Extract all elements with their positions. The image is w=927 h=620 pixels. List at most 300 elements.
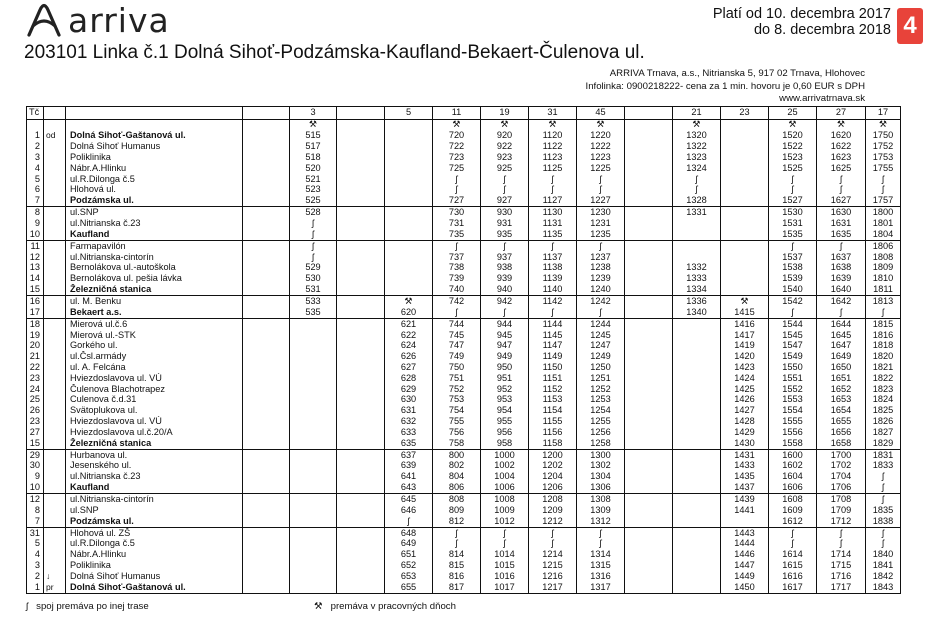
departure-time: 1653 — [817, 395, 866, 406]
stop-tariff-zone: 7 — [27, 195, 44, 206]
departure-time — [625, 184, 673, 195]
departure-time — [243, 284, 290, 295]
departure-time — [673, 340, 721, 351]
departure-time: 1604 — [769, 471, 817, 482]
connection-number: 31 — [529, 107, 577, 120]
stop-name-cell — [66, 582, 243, 594]
stop-row — [27, 351, 901, 362]
stop-name: Hviezdoslavova ul.č.20/A — [70, 426, 173, 437]
departure-time: 1820 — [866, 351, 901, 362]
departure-time: 1608 — [769, 494, 817, 505]
departure-time — [290, 494, 337, 505]
departure-time — [243, 471, 290, 482]
departure-time: 1300 — [577, 449, 625, 460]
departure-time — [673, 527, 721, 538]
stop-row — [27, 207, 901, 218]
connection-number: 5 — [385, 107, 433, 120]
departure-time: 517 — [290, 141, 337, 152]
stop-name: Hurbanova ul. — [70, 449, 128, 460]
departure-time: 649 — [385, 539, 433, 550]
departure-time: 1755 — [866, 163, 901, 174]
stop-row — [27, 252, 901, 263]
connection-number: 19 — [481, 107, 529, 120]
direction-mark — [44, 318, 66, 329]
departure-time: 1622 — [817, 141, 866, 152]
departure-time — [625, 516, 673, 527]
stop-name-cell — [66, 195, 243, 206]
stop-row — [27, 318, 901, 329]
departure-time: 1428 — [721, 416, 769, 427]
departure-time: 1600 — [769, 449, 817, 460]
departure-time: 1647 — [817, 340, 866, 351]
stop-row — [27, 427, 901, 438]
departure-time: 1142 — [529, 295, 577, 306]
departure-time: 755 — [433, 416, 481, 427]
departure-time: 530 — [290, 273, 337, 284]
departure-time: 1425 — [721, 384, 769, 395]
stop-name: Železničná stanica — [70, 284, 152, 295]
departure-time — [243, 384, 290, 395]
stop-row — [27, 505, 901, 516]
departure-time — [243, 295, 290, 306]
stop-tariff-zone: 18 — [27, 318, 44, 329]
departure-time — [337, 582, 385, 594]
stop-row — [27, 130, 901, 141]
stop-name: Poliklinika — [70, 560, 111, 571]
departure-time: 953 — [481, 395, 529, 406]
departure-time: 731 — [433, 218, 481, 229]
departure-time: 930 — [481, 207, 529, 218]
departure-time: 1140 — [529, 284, 577, 295]
departure-time: 739 — [433, 273, 481, 284]
departure-time: 529 — [290, 262, 337, 273]
departure-time — [625, 340, 673, 351]
departure-time: ʃ — [817, 307, 866, 318]
departure-time: 1150 — [529, 362, 577, 373]
departure-time — [673, 560, 721, 571]
departure-time — [673, 318, 721, 329]
stop-name-cell — [66, 373, 243, 384]
departure-time — [290, 416, 337, 427]
departure-time: 951 — [481, 373, 529, 384]
departure-time: 1558 — [769, 438, 817, 449]
stop-row — [27, 229, 901, 240]
tc-header: Tč — [27, 107, 44, 120]
stop-name: Čulenova Blachotrapez — [70, 383, 165, 394]
departure-time: 1416 — [721, 318, 769, 329]
departure-time — [337, 184, 385, 195]
departure-time: 1540 — [769, 284, 817, 295]
departure-time: ʃ — [481, 184, 529, 195]
departure-time — [673, 427, 721, 438]
departure-time: 535 — [290, 307, 337, 318]
departure-time: 931 — [481, 218, 529, 229]
departure-time: 635 — [385, 438, 433, 449]
departure-time — [337, 571, 385, 582]
departure-time: 1430 — [721, 438, 769, 449]
departure-time — [243, 438, 290, 449]
validity-period — [713, 6, 891, 38]
stop-name: Mierová ul.-STK — [70, 329, 136, 340]
departure-time: 1427 — [721, 405, 769, 416]
departure-time: 1151 — [529, 373, 577, 384]
departure-time: 1158 — [529, 438, 577, 449]
departure-time: 1545 — [769, 330, 817, 341]
stop-name: ul.Nitrianska č.23 — [70, 218, 141, 228]
stop-name-cell — [66, 384, 243, 395]
departure-time — [673, 449, 721, 460]
direction-mark — [44, 152, 66, 163]
departure-time: 942 — [481, 295, 529, 306]
departure-time: 1757 — [866, 195, 901, 206]
direction-mark — [44, 295, 66, 306]
departure-time: 531 — [290, 284, 337, 295]
departure-time: 920 — [481, 130, 529, 141]
departure-time: 1708 — [817, 494, 866, 505]
stop-name: Dolná Sihoť Humanus — [70, 570, 161, 581]
departure-time — [290, 427, 337, 438]
direction-mark — [44, 427, 66, 438]
mark-header — [44, 107, 66, 120]
departure-time — [721, 141, 769, 152]
departure-time: 1539 — [769, 273, 817, 284]
departure-time — [243, 449, 290, 460]
stop-tariff-zone: 1 — [27, 130, 44, 141]
departure-time: 1252 — [577, 384, 625, 395]
departure-time: 1417 — [721, 330, 769, 341]
stop-name: ul. A. Felcána — [70, 362, 126, 372]
departure-time: 754 — [433, 405, 481, 416]
departure-time — [385, 240, 433, 251]
departure-time: 1712 — [817, 516, 866, 527]
departure-time: 518 — [290, 152, 337, 163]
departure-time: 1125 — [529, 163, 577, 174]
departure-time — [243, 330, 290, 341]
stop-name-cell — [66, 262, 243, 273]
departure-time — [243, 207, 290, 218]
workday-text: premáva v pracovných dňoch — [330, 601, 456, 612]
departure-time: 1714 — [817, 549, 866, 560]
departure-time — [337, 340, 385, 351]
departure-time: 742 — [433, 295, 481, 306]
departure-time: 817 — [433, 582, 481, 594]
departure-time — [290, 527, 337, 538]
departure-time: ʃ — [866, 184, 901, 195]
stop-tariff-zone: 21 — [27, 351, 44, 362]
departure-time — [673, 505, 721, 516]
stop-row — [27, 539, 901, 550]
departure-time: 1615 — [769, 560, 817, 571]
departure-time — [673, 482, 721, 493]
connection-number: 45 — [577, 107, 625, 120]
departure-time — [337, 163, 385, 174]
departure-time — [243, 362, 290, 373]
stop-tariff-zone: 23 — [27, 373, 44, 384]
departure-time: 1012 — [481, 516, 529, 527]
departure-time — [337, 494, 385, 505]
departure-time: 1620 — [817, 130, 866, 141]
departure-time: 735 — [433, 229, 481, 240]
stop-header — [66, 107, 243, 120]
departure-time: 816 — [433, 571, 481, 582]
departure-time: 935 — [481, 229, 529, 240]
stop-tariff-zone: 12 — [27, 494, 44, 505]
departure-time: 1332 — [673, 262, 721, 273]
workday-row — [27, 119, 901, 130]
direction-mark — [44, 539, 66, 550]
departure-time: 1654 — [817, 405, 866, 416]
stop-row — [27, 482, 901, 493]
departure-time: 1530 — [769, 207, 817, 218]
departure-time: ʃ — [481, 539, 529, 550]
stop-tariff-zone: 4 — [27, 549, 44, 560]
departure-time: 1616 — [769, 571, 817, 582]
departure-time: 1009 — [481, 505, 529, 516]
departure-time: 808 — [433, 494, 481, 505]
departure-time: 725 — [433, 163, 481, 174]
departure-time: 1706 — [817, 482, 866, 493]
stop-name-cell — [66, 461, 243, 472]
direction-mark: ↓ — [44, 571, 66, 582]
departure-time: 1253 — [577, 395, 625, 406]
departure-time: 1816 — [866, 330, 901, 341]
departure-time: 1137 — [529, 252, 577, 263]
connection-number: 23 — [721, 107, 769, 120]
departure-time: 751 — [433, 373, 481, 384]
stop-name-cell — [66, 130, 243, 141]
departure-time — [673, 461, 721, 472]
departure-time: 1640 — [817, 284, 866, 295]
direction-mark — [44, 362, 66, 373]
departure-time: 651 — [385, 549, 433, 560]
connection-number: 25 — [769, 107, 817, 120]
departure-time: 1145 — [529, 330, 577, 341]
departure-time: ʃ — [769, 527, 817, 538]
valid-to: do 8. decembra 2018 — [753, 22, 891, 38]
stop-name-cell — [66, 330, 243, 341]
departure-time: 1825 — [866, 405, 901, 416]
departure-time: ʃ — [817, 527, 866, 538]
departure-time: 1652 — [817, 384, 866, 395]
stop-name: Hlohová ul. ZŠ — [70, 527, 131, 538]
stop-name: Bernolákova ul.-autoškola — [70, 262, 176, 273]
departure-time: 1815 — [866, 318, 901, 329]
departure-time: ʃ — [433, 184, 481, 195]
departure-time: 1813 — [866, 295, 901, 306]
departure-time — [337, 284, 385, 295]
departure-time: 925 — [481, 163, 529, 174]
departure-time: 1317 — [577, 582, 625, 594]
workday-mark: ⚒ — [673, 119, 721, 130]
direction-mark — [44, 174, 66, 185]
workday-mark: ⚒ — [529, 119, 577, 130]
stop-name: Podzámska ul. — [70, 195, 134, 206]
stop-name: Bekaert a.s. — [70, 306, 122, 317]
departure-time — [337, 252, 385, 263]
departure-time — [337, 130, 385, 141]
stop-tariff-zone: 26 — [27, 405, 44, 416]
departure-time: 750 — [433, 362, 481, 373]
stop-tariff-zone: 6 — [27, 184, 44, 195]
departure-time: 804 — [433, 471, 481, 482]
page-badge: 4 — [897, 8, 923, 44]
stop-row — [27, 384, 901, 395]
stop-row — [27, 395, 901, 406]
departure-time — [625, 405, 673, 416]
departure-time: 1238 — [577, 262, 625, 273]
departure-time: 1231 — [577, 218, 625, 229]
departure-time: 738 — [433, 262, 481, 273]
departure-time: 1258 — [577, 438, 625, 449]
arriva-logo-icon — [26, 2, 62, 38]
departure-time: 1806 — [866, 240, 901, 251]
departure-time: 637 — [385, 449, 433, 460]
stop-name-cell — [66, 438, 243, 449]
operator-info — [586, 68, 865, 106]
departure-time — [243, 340, 290, 351]
stop-row — [27, 471, 901, 482]
direction-mark — [44, 449, 66, 460]
departure-time: 641 — [385, 471, 433, 482]
infoline: Infolinka: 0900218222- cena za 1 min. hovoru je 0,60 EUR s DPH — [585, 80, 865, 92]
departure-time: 1415 — [721, 307, 769, 318]
departure-time — [337, 384, 385, 395]
departure-time: ⚒ — [721, 295, 769, 306]
departure-time: 1315 — [577, 560, 625, 571]
stop-name: Nábr.A.Hlinku — [70, 549, 127, 560]
departure-time: 1554 — [769, 405, 817, 416]
departure-time — [290, 582, 337, 594]
direction-mark — [44, 494, 66, 505]
departure-time: 629 — [385, 384, 433, 395]
departure-time: 1251 — [577, 373, 625, 384]
departure-time: 1551 — [769, 373, 817, 384]
departure-time: 1419 — [721, 340, 769, 351]
departure-time: 722 — [433, 141, 481, 152]
departure-time: 1630 — [817, 207, 866, 218]
departure-time: 747 — [433, 340, 481, 351]
departure-time: 922 — [481, 141, 529, 152]
departure-time: 730 — [433, 207, 481, 218]
departure-time — [337, 351, 385, 362]
direction-mark — [44, 307, 66, 318]
stop-name-cell — [66, 571, 243, 582]
tc-cell — [27, 119, 44, 130]
departure-time: 646 — [385, 505, 433, 516]
departure-time: 1655 — [817, 416, 866, 427]
stop-row — [27, 461, 901, 472]
stop-tariff-zone: 8 — [27, 505, 44, 516]
departure-time: ʃ — [673, 184, 721, 195]
departure-time — [243, 307, 290, 318]
stop-name: Mierová ul.č.6 — [70, 318, 128, 329]
departure-time: 1447 — [721, 560, 769, 571]
departure-time: ʃ — [769, 307, 817, 318]
departure-time: 1237 — [577, 252, 625, 263]
direction-mark — [44, 560, 66, 571]
stop-name: Čulenova č.d.31 — [70, 394, 137, 405]
departure-time — [243, 184, 290, 195]
workday-mark: ⚒ — [290, 119, 337, 130]
departure-time: 938 — [481, 262, 529, 273]
stop-row — [27, 273, 901, 284]
departure-time: ʃ — [866, 307, 901, 318]
departure-time: ʃ — [817, 240, 866, 251]
departure-time: 1314 — [577, 549, 625, 560]
departure-time — [625, 229, 673, 240]
departure-time: ʃ — [290, 218, 337, 229]
direction-mark — [44, 184, 66, 195]
departure-time — [337, 262, 385, 273]
departure-time — [243, 373, 290, 384]
departure-time: 1523 — [769, 152, 817, 163]
departure-time: 1200 — [529, 449, 577, 460]
departure-time — [625, 571, 673, 582]
departure-time — [625, 284, 673, 295]
stop-name-cell — [66, 218, 243, 229]
departure-time: 1840 — [866, 549, 901, 560]
departure-time — [385, 130, 433, 141]
departure-time — [625, 494, 673, 505]
mark-cell — [44, 119, 66, 130]
departure-time: 643 — [385, 482, 433, 493]
departure-time: 944 — [481, 318, 529, 329]
departure-time: 1017 — [481, 582, 529, 594]
departure-time: 1437 — [721, 482, 769, 493]
timetable — [26, 106, 901, 594]
departure-time: ʃ — [866, 471, 901, 482]
departure-time — [673, 395, 721, 406]
departure-time: 648 — [385, 527, 433, 538]
stop-tariff-zone: 20 — [27, 340, 44, 351]
departure-time: 1016 — [481, 571, 529, 582]
departure-time: 923 — [481, 152, 529, 163]
stop-name: ul.SNP — [70, 207, 99, 218]
departure-time: ʃ — [529, 307, 577, 318]
departure-time — [721, 240, 769, 251]
departure-time — [625, 240, 673, 251]
direction-mark — [44, 163, 66, 174]
departure-time: 1424 — [721, 373, 769, 384]
stop-tariff-zone: 30 — [27, 461, 44, 472]
departure-time — [673, 516, 721, 527]
departure-time — [625, 218, 673, 229]
departure-time: 1602 — [769, 461, 817, 472]
stop-row — [27, 163, 901, 174]
departure-time — [337, 240, 385, 251]
departure-time: 1153 — [529, 395, 577, 406]
departure-time: 655 — [385, 582, 433, 594]
departure-time — [337, 373, 385, 384]
departure-time: 1214 — [529, 549, 577, 560]
stop-name: Kaufland — [70, 482, 110, 493]
departure-time: ʃ — [481, 174, 529, 185]
logo-text: arriva — [68, 0, 170, 40]
departure-time — [290, 560, 337, 571]
stop-name-cell — [66, 318, 243, 329]
departure-time: 1824 — [866, 395, 901, 406]
stop-tariff-zone: 14 — [27, 273, 44, 284]
departure-time — [625, 262, 673, 273]
departure-time: 1645 — [817, 330, 866, 341]
stop-name: Poliklinika — [70, 152, 111, 162]
stop-name-cell — [66, 184, 243, 195]
departure-time — [673, 240, 721, 251]
departure-time: 1431 — [721, 449, 769, 460]
departure-time — [337, 405, 385, 416]
departure-time: 523 — [290, 184, 337, 195]
website-link[interactable]: www.arrivatrnava.sk — [779, 93, 865, 104]
